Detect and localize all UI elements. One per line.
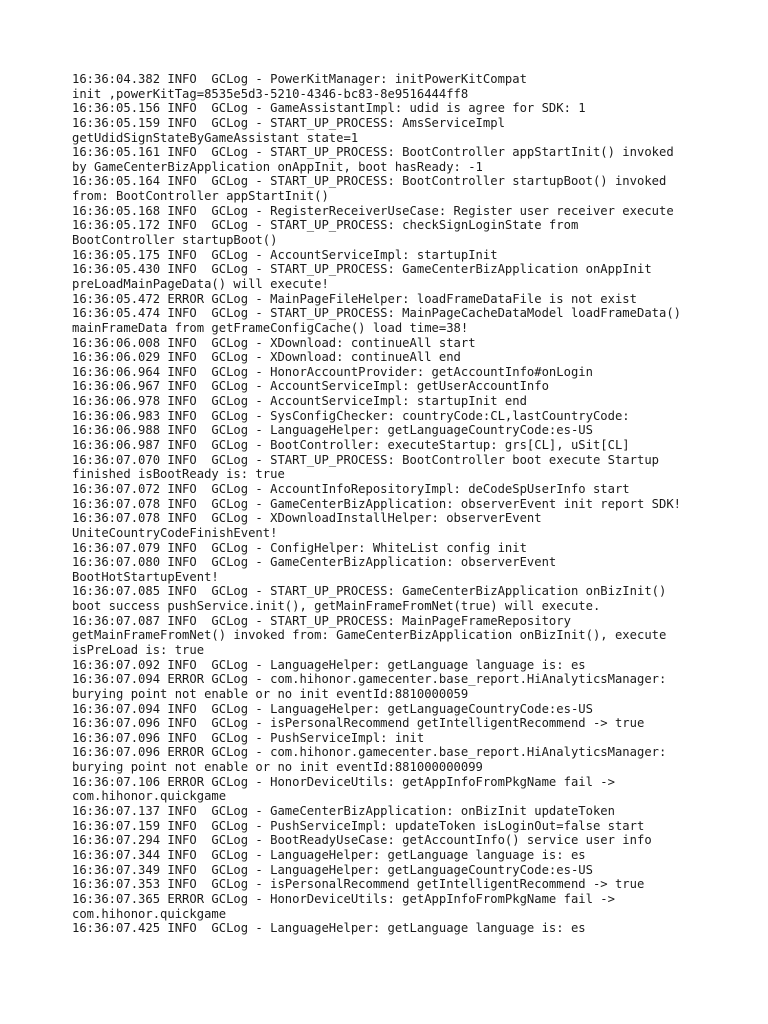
log-line: 16:36:07.096 ERROR GCLog - com.hihonor.gamecenter.base_report.HiAnalyticsManager: <box>72 745 667 760</box>
log-line: 16:36:06.964 INFO GCLog - HonorAccountProvider: getAccountInfo#onLogin <box>72 364 593 379</box>
log-line: 16:36:07.425 INFO GCLog - LanguageHelper: getLanguage language is: es <box>72 921 586 936</box>
log-line: 16:36:05.161 INFO GCLog - START_UP_PROCESS: BootController appStartInit() invoked <box>72 145 674 160</box>
log-line: isPreLoad is: true <box>72 642 205 657</box>
log-line: 16:36:07.106 ERROR GCLog - HonorDeviceUtils: getAppInfoFromPkgName fail -> <box>72 774 615 789</box>
log-line: BootHotStartupEvent! <box>72 569 219 584</box>
log-line: burying point not enable or no init eventId:881000000099 <box>72 760 483 775</box>
log-line: mainFrameData from getFrameConfigCache() load time=38! <box>72 320 469 335</box>
log-line: 16:36:06.978 INFO GCLog - AccountServiceImpl: startupInit end <box>72 394 527 409</box>
log-document <box>72 72 712 936</box>
log-line: 16:36:05.164 INFO GCLog - START_UP_PROCESS: BootController startupBoot() invoked <box>72 174 667 189</box>
log-line: 16:36:07.096 INFO GCLog - isPersonalRecommend getIntelligentRecommend -> true <box>72 716 645 731</box>
log-line: 16:36:06.029 INFO GCLog - XDownload: continueAll end <box>72 350 461 365</box>
log-line: BootController startupBoot() <box>72 233 278 248</box>
log-line: 16:36:07.092 INFO GCLog - LanguageHelper: getLanguage language is: es <box>72 657 586 672</box>
log-line: 16:36:05.430 INFO GCLog - START_UP_PROCESS: GameCenterBizApplication onAppInit <box>72 262 652 277</box>
log-line: 16:36:05.472 ERROR GCLog - MainPageFileHelper: loadFrameDataFile is not exist <box>72 291 637 306</box>
log-line: init ,powerKitTag=8535e5d3-5210-4346-bc83-8e9516444ff8 <box>72 86 469 101</box>
log-line: 16:36:05.474 INFO GCLog - START_UP_PROCESS: MainPageCacheDataModel loadFrameData() <box>72 306 682 321</box>
log-line: 16:36:07.294 INFO GCLog - BootReadyUseCase: getAccountInfo() service user info <box>72 833 652 848</box>
log-line: 16:36:06.967 INFO GCLog - AccountServiceImpl: getUserAccountInfo <box>72 379 549 394</box>
log-line: 16:36:07.078 INFO GCLog - GameCenterBizApplication: observerEvent init report SDK! <box>72 496 682 511</box>
log-line: 16:36:07.087 INFO GCLog - START_UP_PROCESS: MainPageFrameRepository <box>72 613 571 628</box>
log-line: 16:36:05.172 INFO GCLog - START_UP_PROCESS: checkSignLoginState from <box>72 218 579 233</box>
log-line: UniteCountryCodeFinishEvent! <box>72 525 278 540</box>
log-line: 16:36:05.156 INFO GCLog - GameAssistantImpl: udid is agree for SDK: 1 <box>72 101 586 116</box>
log-line: 16:36:07.349 INFO GCLog - LanguageHelper: getLanguageCountryCode:es-US <box>72 862 593 877</box>
log-line: 16:36:05.175 INFO GCLog - AccountServiceImpl: startupInit <box>72 247 498 262</box>
log-line: boot success pushService.init(), getMainFrameFromNet(true) will execute. <box>72 599 601 614</box>
log-line: 16:36:05.159 INFO GCLog - START_UP_PROCESS: AmsServiceImpl <box>72 115 505 130</box>
log-line: 16:36:06.008 INFO GCLog - XDownload: continueAll start <box>72 335 476 350</box>
log-line: 16:36:04.382 INFO GCLog - PowerKitManager: initPowerKitCompat <box>72 72 527 86</box>
log-line: 16:36:07.137 INFO GCLog - GameCenterBizApplication: onBizInit updateToken <box>72 804 615 819</box>
log-line: 16:36:07.365 ERROR GCLog - HonorDeviceUtils: getAppInfoFromPkgName fail -> <box>72 891 615 906</box>
log-line: burying point not enable or no init eventId:8810000059 <box>72 686 469 701</box>
log-line: 16:36:06.987 INFO GCLog - BootController: executeStartup: grs[CL], uSit[CL] <box>72 438 630 453</box>
log-line: 16:36:07.078 INFO GCLog - XDownloadInstallHelper: observerEvent <box>72 511 542 526</box>
log-line: 16:36:07.159 INFO GCLog - PushServiceImpl: updateToken isLoginOut=false start <box>72 818 645 833</box>
log-line: 16:36:07.353 INFO GCLog - isPersonalRecommend getIntelligentRecommend -> true <box>72 877 645 892</box>
log-line: finished isBootReady is: true <box>72 467 285 482</box>
log-line: by GameCenterBizApplication onAppInit, boot hasReady: -1 <box>72 159 483 174</box>
log-line: com.hihonor.quickgame <box>72 789 227 804</box>
log-line: 16:36:07.072 INFO GCLog - AccountInfoRepositoryImpl: deCodeSpUserInfo start <box>72 481 630 496</box>
log-line: 16:36:07.096 INFO GCLog - PushServiceImpl: init <box>72 730 425 745</box>
log-line: 16:36:06.988 INFO GCLog - LanguageHelper: getLanguageCountryCode:es-US <box>72 423 593 438</box>
log-line: 16:36:05.168 INFO GCLog - RegisterReceiverUseCase: Register user receiver execute <box>72 203 674 218</box>
log-line: 16:36:07.085 INFO GCLog - START_UP_PROCESS: GameCenterBizApplication onBizInit() <box>72 584 667 599</box>
log-line: 16:36:07.094 INFO GCLog - LanguageHelper: getLanguageCountryCode:es-US <box>72 701 593 716</box>
log-line: getMainFrameFromNet() invoked from: GameCenterBizApplication onBizInit(), execute <box>72 628 667 643</box>
log-line: 16:36:06.983 INFO GCLog - SysConfigChecker: countryCode:CL,lastCountryCode: <box>72 408 630 423</box>
log-line: getUdidSignStateByGameAssistant state=1 <box>72 130 359 145</box>
log-line: from: BootController appStartInit() <box>72 189 329 204</box>
log-line: 16:36:07.070 INFO GCLog - START_UP_PROCESS: BootController boot execute Startup <box>72 452 659 467</box>
log-line: preLoadMainPageData() will execute! <box>72 276 329 291</box>
log-line: 16:36:07.080 INFO GCLog - GameCenterBizApplication: observerEvent <box>72 555 557 570</box>
log-line: 16:36:07.344 INFO GCLog - LanguageHelper: getLanguage language is: es <box>72 847 586 862</box>
log-line: 16:36:07.079 INFO GCLog - ConfigHelper: WhiteList config init <box>72 540 527 555</box>
log-line: 16:36:07.094 ERROR GCLog - com.hihonor.gamecenter.base_report.HiAnalyticsManager: <box>72 672 667 687</box>
log-line: com.hihonor.quickgame <box>72 906 227 921</box>
